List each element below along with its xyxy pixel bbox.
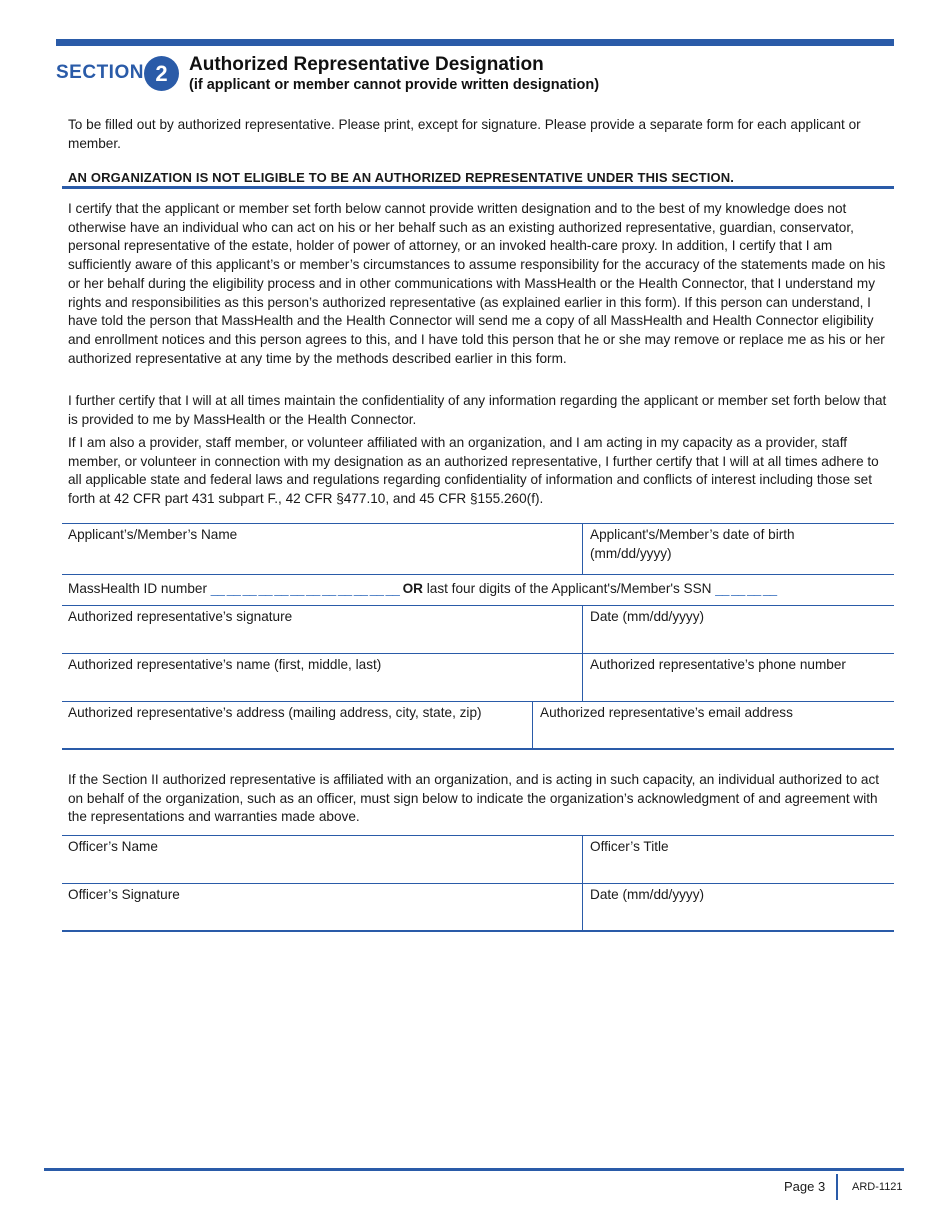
rep-name-field[interactable]: Authorized representative’s name (first, middle, last)	[68, 657, 382, 672]
id-row	[68, 580, 776, 599]
certify-paragraph-1: I certify that the applicant or member set forth below cannot provide written designation and to the best of my knowledge does not otherwise have an individual who can act on his or her behalf such as an existing authorized representative, guardian, conservator, personal representative of the estate, holder of power of attorney, or an invoked health-care proxy. In addition, I certify that I am sufficiently aware of this applicant’s or member’s circumstances to assume responsibility for the accuracy of the statements made on his or her behalf during the eligibility process and in other communications with MassHealth or the Health Connector, that I understand my rights and responsibilities as this person’s authorized representative (as explained earlier in this form). If this person can understand, I have told the person that MassHealth and the Health Connector will send me a copy of all MassHealth and Health Connector eligibility and enrollment notices and this person agrees to this, and I have told this person that he or she may remove or replace me as his or her authorized representative at any time by the methods described earlier in this form.	[68, 201, 886, 366]
form-divider	[62, 574, 894, 575]
page-number: Page 3	[784, 1179, 826, 1194]
officer-date-field[interactable]: Date (mm/dd/yyyy)	[590, 887, 705, 902]
intro-text: To be filled out by authorized representative. Please print, except for signature. Please provide a separate form for each applicant or member.	[68, 117, 861, 151]
form-divider	[62, 605, 894, 606]
form-code: ARD-1121	[852, 1181, 903, 1193]
column-divider	[582, 523, 583, 574]
ssn-input[interactable]: __ __ __ __	[715, 581, 777, 596]
officer-name-field[interactable]: Officer’s Name	[68, 839, 158, 854]
officer-title-field[interactable]: Officer’s Title	[590, 839, 669, 854]
certify-paragraph-3: If I am also a provider, staff member, or volunteer affiliated with an organization, and I am acting in my capacity as a provider, staff member, or volunteer in connection with my designation as an authorized representative, I further certify that I will at all times adhere to all applicable state and federal laws and regulations regarding confidentiality of information and conflicts of interest including those set forth at 42 CFR part 431 subpart F., 42 CFR §477.10, and 45 CFR §155.260(f).	[68, 435, 879, 507]
footer-divider	[836, 1174, 838, 1200]
affiliation-text: If the Section II authorized representative is affiliated with an organization, and is acting in such capacity, an individual authorized to act on behalf of the organization, such as an officer, must sign below to indicate the organization’s acknowledgment of and agreement with the representations and warranties made above.	[68, 772, 880, 825]
or-separator: OR	[402, 581, 423, 596]
masshealth-id-label: MassHealth ID number	[68, 581, 208, 596]
organization-warning: AN ORGANIZATION IS NOT ELIGIBLE TO BE AN AUTHORIZED REPRESENTATIVE UNDER THIS SECTION.	[68, 170, 735, 185]
form-bottom-rule	[62, 748, 894, 750]
form-divider	[62, 883, 894, 884]
rep-email-field[interactable]: Authorized representative’s email address	[540, 705, 793, 720]
page-subtitle: (if applicant or member cannot provide written designation)	[189, 77, 600, 93]
column-divider	[532, 701, 533, 749]
rep-signature-date-field[interactable]: Date (mm/dd/yyyy)	[590, 609, 705, 624]
masshealth-id-input[interactable]: __ __ __ __ __ __ __ __ __ __ __ __	[210, 581, 399, 596]
form-divider	[62, 653, 894, 654]
officer-signature-field[interactable]: Officer’s Signature	[68, 887, 180, 902]
certify-paragraph-2: I further certify that I will at all times maintain the confidentiality of any information regarding the applicant or member set forth below that is provided to me by MassHealth or the Health Connector.	[68, 393, 887, 427]
form-bottom-rule	[62, 930, 894, 932]
section-number-badge: 2	[144, 56, 179, 91]
rep-signature-field[interactable]: Authorized representative’s signature	[68, 609, 293, 624]
form-divider	[62, 835, 894, 836]
applicant-dob-format: (mm/dd/yyyy)	[590, 545, 672, 561]
applicant-dob-label: Applicant's/Member’s date of birth	[590, 527, 795, 542]
form-divider	[62, 523, 894, 524]
warning-divider	[62, 186, 894, 189]
applicant-name-field[interactable]: Applicant’s/Member’s Name	[68, 527, 238, 542]
top-rule	[56, 39, 894, 46]
applicant-dob-field[interactable]	[590, 526, 795, 563]
ssn-label: last four digits of the Applicant's/Member's SSN	[426, 581, 712, 596]
page-title: Authorized Representative Designation	[189, 54, 544, 75]
rep-address-field[interactable]: Authorized representative’s address (mailing address, city, state, zip)	[68, 705, 482, 720]
rep-phone-field[interactable]: Authorized representative’s phone number	[590, 657, 846, 672]
footer-rule	[44, 1168, 904, 1171]
section-label: SECTION	[56, 62, 144, 83]
form-divider	[62, 701, 894, 702]
